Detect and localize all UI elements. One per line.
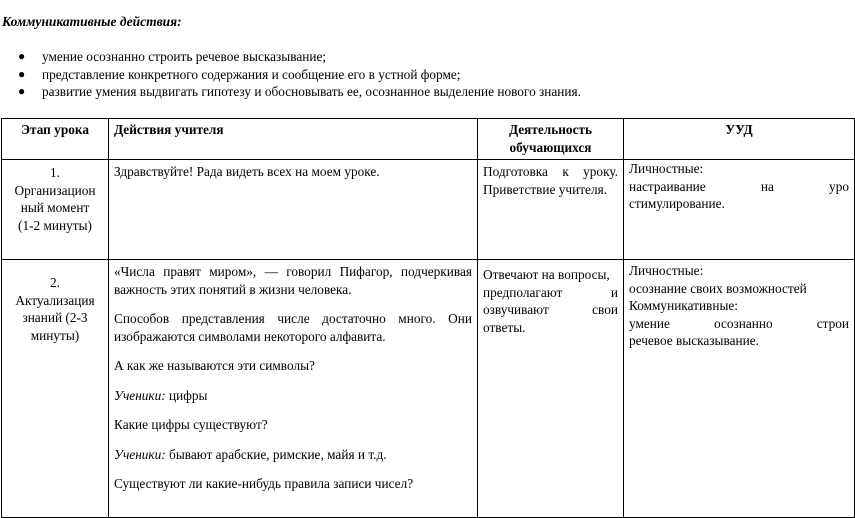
answer-text: бывают арабские, римские, майя и т.д. <box>165 446 387 462</box>
bullet-text: развитие умения выдвигать гипотезу и обосновывать ее, осознанное выделение нового знания. <box>42 84 581 99</box>
uud-line: умение осознанно строи <box>629 315 849 331</box>
students-line: Отвечают на вопросы, <box>483 267 610 282</box>
student-answer <box>114 446 472 464</box>
uud-cell <box>624 260 855 518</box>
stage-cell <box>2 160 109 260</box>
header-uud: УУД <box>624 119 855 160</box>
teacher-question: А как же называются эти символы? <box>114 358 315 373</box>
teacher-cell <box>109 160 478 260</box>
students-line: Приветствие учителя. <box>483 181 608 197</box>
stage-number: 1. <box>50 165 60 180</box>
header-teacher: Действия учителя <box>109 119 478 160</box>
list-item <box>0 66 581 84</box>
uud-line: Личностные: <box>629 161 704 176</box>
answer-text: цифры <box>165 387 208 403</box>
students-line: Подготовка к уроку. <box>483 164 618 179</box>
stage-line: минуты) <box>30 327 80 343</box>
bullet-text: представление конкретного содержания и сообщение его в устной форме; <box>42 66 461 82</box>
uud-line: Коммуникативные: <box>629 298 738 313</box>
stage-line: Актуализация <box>15 292 95 308</box>
teacher-text: Здравствуйте! Рада видеть всех на моем уроке. <box>114 164 380 179</box>
table-row <box>2 160 855 260</box>
bullet-icon: ● <box>18 49 26 63</box>
stage-line: ный момент <box>20 200 90 215</box>
lesson-table <box>1 118 855 518</box>
teacher-paragraph: «Числа правят миром», — говорил Пифагор, подчеркивая важность этих понятий в жизни человека. <box>114 264 472 297</box>
stage-line: знаний (2-3 <box>22 310 88 325</box>
student-answer <box>114 387 472 405</box>
answer-label: Ученики: <box>114 446 166 462</box>
teacher-question: Какие цифры существуют? <box>114 417 268 432</box>
teacher-cell <box>109 260 478 518</box>
uud-line: речевое высказывание. <box>629 333 759 348</box>
bullet-list <box>0 48 581 101</box>
bullet-icon: ● <box>18 66 26 81</box>
uud-cell <box>624 160 855 260</box>
list-item <box>0 48 581 66</box>
students-cell <box>478 260 624 518</box>
teacher-paragraph: Способов представления числе достаточно много. Они изображаются символами некоторого алфавита. <box>114 311 472 344</box>
bullet-text: умение осознанно строить речевое высказывание; <box>42 49 327 64</box>
table-row <box>2 260 855 518</box>
table-header-row <box>2 119 855 160</box>
list-item <box>0 83 581 101</box>
uud-line: стимулирование. <box>629 196 725 211</box>
answer-label: Ученики: <box>114 387 166 403</box>
teacher-question: Существуют ли какие-нибудь правила записи чисел? <box>114 476 414 491</box>
header-stage: Этап урока <box>2 119 109 160</box>
stage-cell <box>2 260 109 518</box>
uud-line: осознание своих возможностей <box>629 280 807 296</box>
students-line: ответы. <box>483 319 526 335</box>
uud-line: настраивание на уро <box>629 178 849 194</box>
section-heading: Коммуникативные действия: <box>2 14 182 29</box>
header-students: Деятельность обучающихся <box>478 119 624 160</box>
uud-line: Личностные: <box>629 263 704 278</box>
stage-line: Организацион <box>14 182 96 198</box>
students-line: озвучивают свои <box>483 302 618 317</box>
students-cell <box>478 160 624 260</box>
students-line: предполагают и <box>483 284 618 300</box>
stage-number: 2. <box>50 275 60 290</box>
stage-line: (1-2 минуты) <box>18 217 92 233</box>
bullet-icon: ● <box>18 84 26 98</box>
